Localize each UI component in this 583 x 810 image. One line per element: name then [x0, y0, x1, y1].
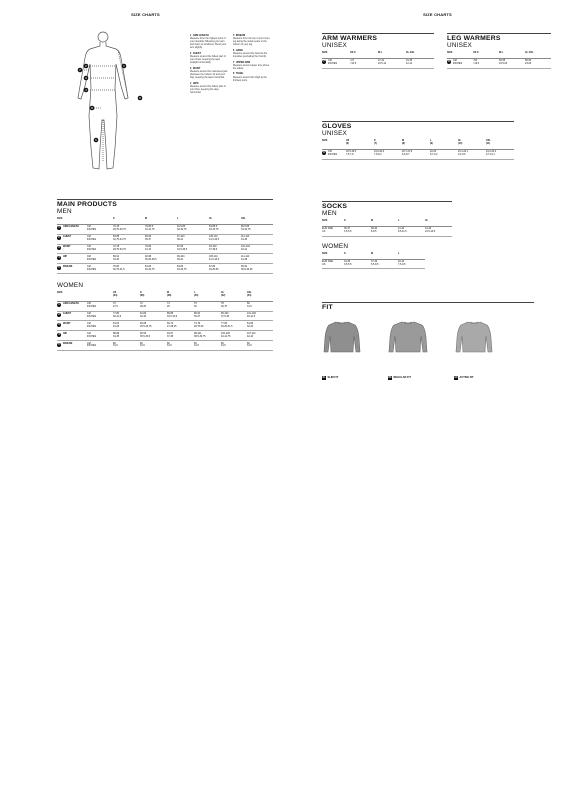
main-products-men-section	[57, 199, 273, 351]
fit-item-regular: RE REGULAR FIT	[388, 376, 411, 379]
right-page-header: SIZE CHARTS	[423, 12, 452, 17]
main-products-title: MAIN PRODUCTS	[57, 201, 117, 208]
table-row: 2 CHEST CM INCHES 77-80 30-31,5 81-84 32-33 85-88 33,5-34,5 89-94 35-37 95-100 37,5-39 101-106 40-41,5	[57, 311, 273, 321]
arm-warmers-section: ARM WARMERS UNISEX SIZE XS-S M-L XL-XXL 7 CM INCHES <27 <10,5 27-31 10,5-12 31-35 12-14	[322, 33, 434, 69]
socks-women-table: SIZE S M L EUR SIZE US 34-36 3,5-5,5 37-39 5,5-8,5 40-42 7,5-9,5	[322, 250, 425, 270]
measurement-definitions-col1: 1 ARM LENGTH Measure from the highest point of your shoulder following your arm and down to wristbone. Bend your arm slightly. 2 CHEST Measure around the fullest part of your chest, keeping the tape straight horizontally. 3 WAIST Measure around the narrowest part (between the bottom rib and your hip), keeping the tape horizontal. 4 HIPS Measure around the fullest part of your hips, keeping the tape horizontal.	[190, 34, 228, 94]
svg-text:8: 8	[91, 107, 93, 110]
svg-text:5: 5	[95, 139, 97, 142]
svg-text:2: 2	[85, 65, 87, 68]
socks-men-table: SIZE S M L XL EUR SIZE US 35-37 3,5-5,5 38-40 6-8,5 41-43 8,5-11,5 44-46 10,5-12,5	[322, 217, 452, 237]
left-page-header: SIZE CHARTS	[131, 12, 160, 17]
socks-women-subtitle: WOMEN	[322, 242, 349, 250]
table-row: 6 CM INCHES 18,5-19,5 7,5-7,8 19,6-20,6 7,9-8,3 20,7-21,9 8,3-8,7 22-23 8,7-9,2 23,1-24,1 9,2-9,6 24,2-25,2 9,7-10,1	[322, 149, 514, 159]
table-row: 5 INSEAM CM INCHES 78-80 30,75-31,5 81-83 32-32,75 84-86 33-33,75 87-89 34,25-35 90-92 35,5-36,25	[57, 264, 273, 274]
fit-section: FIT SL SLIM FIT RE REGULAR FIT AC ACTIVE FIT	[322, 302, 534, 386]
table-row: 4 HIP CM INCHES 86-91 34-36 92-98 36,25-38,5 99-104 39-41 105-110 41,5-43,5 111-114 44-45	[57, 254, 273, 264]
svg-text:4: 4	[85, 89, 87, 92]
regular-fit-shirt-icon	[388, 320, 428, 354]
active-fit-shirt-icon	[454, 320, 494, 354]
gloves-section: GLOVES UNISEX SIZE XS (6) S (7) M (8) L (9) XL (10) XXL (11) 6 CM INCHES 18,5-19,5 7,5-7,8 19,6-20,6 7,9-8,3 20,7-21,9 8,3-8,7 22-23 8,7-9,2 23,1-24,1 9,2-9,6 24,2-25,2 9,7-10,1	[322, 121, 514, 160]
arm-warmers-table: SIZE XS-S M-L XL-XXL 7 CM INCHES <27 <10,5 27-31 10,5-12 31-35 12-14	[322, 49, 434, 69]
table-row: 5 INSEAM CM INCHES 80 31,5 80 31,5 80 31,5 80 31,5 80 31,5 80 31,5	[57, 341, 273, 351]
svg-text:3: 3	[85, 77, 87, 80]
table-row: 3 WAIST CM INCHES 72-78 28,75-30,75 79-86 31-34 87-93 34,5-36,5 94-100 37-39,5 101-104 40-41	[57, 244, 273, 254]
table-row: 3 WAIST CM INCHES 61-64 24-25 65-68 25,5-26,75 69-72 27-28,25 73-76 28,75-30 77-80 30,25-31,5 81-86 32-34	[57, 321, 273, 331]
socks-section: SOCKS MEN SIZE S M L XL EUR SIZE US 35-37 3,5-5,5 38-40 6-8,5 41-43 8,5-11,5 44-46 10,5-12,5 WOMEN SIZE S M L EUR SIZE US 34-36 3,5-5,5 37-39 5,5-8,5 40-42 7,5-9,5	[322, 201, 452, 269]
right-page	[292, 0, 583, 400]
table-row: EUR SIZE US 35-37 3,5-5,5 38-40 6-8,5 41-43 8,5-11,5 44-46 10,5-12,5	[322, 226, 452, 236]
men-subtitle: MEN	[57, 208, 72, 215]
table-row: EUR SIZE US 34-36 3,5-5,5 37-39 5,5-8,5 40-42 7,5-9,5	[322, 259, 425, 269]
fit-item-active: AC ACTIVE FIT	[454, 376, 474, 379]
leg-warmers-table: SIZE XS-S M-L XL-XXL 8 CM INCHES <50 <19,5 50-58 19,5-23 58-66 23-26	[447, 49, 551, 69]
slim-fit-shirt-icon	[322, 320, 362, 354]
svg-text:7: 7	[79, 69, 81, 72]
left-page	[0, 0, 291, 400]
fit-item-slim: SL SLIM FIT	[322, 376, 339, 379]
section-rule	[57, 199, 273, 200]
table-row: 1 ARM LENGTH CM INCHES 76-78 29,75-30,75 79-80,5 31-31,75 81,5-83 32-32,75 84-85,5 33-33,75 86,5-88 34-34,75	[57, 224, 273, 234]
body-measurement-figure	[66, 28, 156, 176]
leg-warmers-section: LEG WARMERS UNISEX SIZE XS-S M-L XL-XXL 8 CM INCHES <50 <19,5 50-58 19,5-23 58-66 23-26	[447, 33, 551, 69]
svg-text:6: 6	[139, 97, 141, 100]
women-subtitle: WOMEN	[57, 281, 84, 289]
table-row: 1 ARM LENGTH CM INCHES 70 27,5 72 28,25 74 29 76 30 78 30,75 80 31,5	[57, 301, 273, 311]
table-row: 4 HIP CM INCHES 86-89 34-35 90-93 35,5-36,5 94-97 37-38 98-101 38,5-39,75 102-106 40-41,75 107-112 42-44	[57, 331, 273, 341]
gloves-table: SIZE XS (6) S (7) M (8) L (9) XL (10) XXL (11) 6 CM INCHES 18,5-19,5 7,5-7,8 19,6-20,6 7,9-8,3 20,7-21,9 8,3-8,7 22-23 8,7-9,2 23,1-24,1 9,2-9,6 24,2-25,2 9,7-10,1	[322, 137, 514, 160]
table-row: 7 CM INCHES <27 <10,5 27-31 10,5-12 31-35 12-14	[322, 58, 434, 68]
women-size-table: SIZE XS (34) S (36) M (38) L (40) XL (42) XXL (44) 1 ARM LENGTH CM INCHES 70 27,5 72 28,25 74 29 76 30 78 30,75 80 31,5 2 CHEST CM INCHES 77-80 30-31,5 81-84 32-33 85-88 33,5-34,5 89-94 35-37 95-100 37,5-39 101-106 40-41,5 3 WAIST CM INCHES 61-64 24-25 65-68 25,5-26,75 69-72 27-28,25 73-76 28,75-30 77-80 30,25-31,5 81-86 32-34 4 HIP CM INCHES 86-89 34-35 90-93 35,5-36,5 94-97 37-38 98-101 38,5-39,75 102-106 40-41,75 107-112 42-44 5 INSEAM CM INCHES 80 31,5 80 31,5 80 31,5 80 31,5 80 31,5 80 31,5	[57, 289, 273, 351]
men-size-table: SIZE S M L XL XXL 1 ARM LENGTH CM INCHES 76-78 29,75-30,75 79-80,5 31-31,75 81,5-83 32-32,75 84-85,5 33-33,75 86,5-88 34-34,75 2 CHEST CM INCHES 83-88 32,75-34,75 89-96 35-37 97-104 38-41 105-110 41,5-43,5 111-114 44-45 3 WAIST CM INCHES 72-78 28,75-30,75 79-86 31-34 87-93 34,5-36,5 94-100 37-39,5 101-104 40-41 4 HIP CM INCHES 86-91 34-36 92-98 36,25-38,5 99-104 39-41 105-110 41,5-43,5 111-114 44-45 5 INSEAM CM INCHES 78-80 30,75-31,5 81-83 32-32,75 84-86 33-33,75 87-89 34,25-35 90-92 35,5-36,25	[57, 215, 273, 274]
table-row: 8 CM INCHES <50 <19,5 50-58 19,5-23 58-66 23-26	[447, 58, 551, 68]
svg-text:1: 1	[123, 65, 125, 68]
table-row: 2 CHEST CM INCHES 83-88 32,75-34,75 89-96 35-37 97-104 38-41 105-110 41,5-43,5 111-114 44-45	[57, 234, 273, 244]
measurement-definitions-col2: 5 INSEAM Measure from the top of your inner leg along the inside seam to the bottom of your leg. 6 HAND Measure around the hand at the knuckles (excluding the thumb). 7 UPPER ARM Measure around upper arm above the elbow. 8 THIGH Measure around the thigh at the thickest point.	[233, 34, 270, 82]
